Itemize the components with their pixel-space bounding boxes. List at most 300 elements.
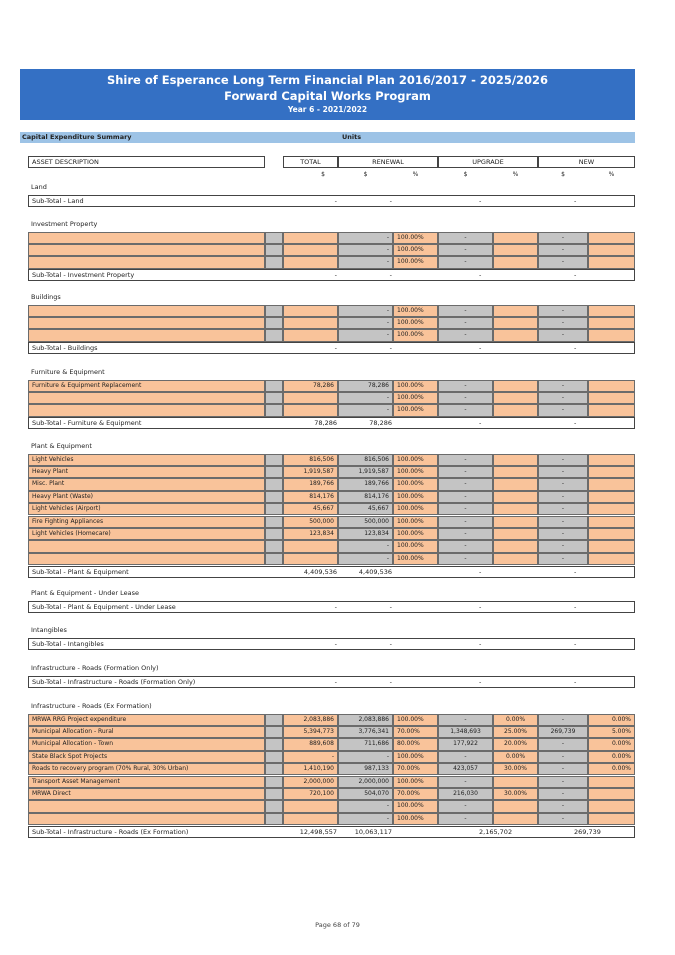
subtotal-new: - — [574, 567, 577, 576]
row-renewal[interactable]: 1,919,587 — [338, 466, 393, 478]
page-footer: Page 68 of 79 — [315, 921, 360, 929]
row-new-pct[interactable] — [588, 305, 635, 317]
row-new-pct[interactable] — [588, 788, 635, 800]
row-upgrade[interactable]: - — [438, 751, 493, 763]
row-renewal-pct[interactable]: 100.00% — [393, 392, 438, 404]
row-renewal[interactable]: - — [338, 317, 393, 329]
row-new[interactable]: - — [538, 714, 588, 726]
subtotal-new: - — [574, 639, 577, 648]
subtotal-total: - — [334, 271, 337, 280]
row-renewal-pct[interactable]: 100.00% — [393, 478, 438, 490]
row-description[interactable] — [28, 392, 265, 404]
row-description[interactable] — [28, 244, 265, 256]
row-description[interactable]: Light Vehicles (Homecare) — [28, 528, 265, 540]
row-total[interactable] — [283, 232, 338, 244]
title-banner — [20, 69, 635, 120]
row-renewal[interactable]: 987,133 — [338, 763, 393, 775]
summary-units: Units — [342, 133, 362, 141]
row-spacer[interactable] — [265, 454, 283, 466]
row-description[interactable] — [28, 800, 265, 812]
header-total: TOTAL — [283, 156, 338, 168]
subtotal-new: - — [574, 677, 577, 686]
row-spacer[interactable] — [265, 738, 283, 750]
row-renewal-pct[interactable]: 80.00% — [393, 738, 438, 750]
row-new[interactable]: - — [538, 329, 588, 341]
row-spacer[interactable] — [265, 491, 283, 503]
row-spacer[interactable] — [265, 329, 283, 341]
row-new-pct[interactable] — [588, 466, 635, 478]
row-renewal-pct[interactable]: 70.00% — [393, 763, 438, 775]
row-new-pct[interactable] — [588, 516, 635, 528]
row-new[interactable]: - — [538, 404, 588, 416]
summary-bar — [20, 132, 635, 143]
row-description[interactable]: Misc. Plant — [28, 478, 265, 490]
row-new[interactable]: - — [538, 553, 588, 565]
row-upgrade[interactable]: - — [438, 466, 493, 478]
row-spacer[interactable] — [265, 404, 283, 416]
row-new[interactable]: - — [538, 380, 588, 392]
row-description[interactable] — [28, 256, 265, 268]
row-new[interactable]: - — [538, 788, 588, 800]
row-new[interactable]: 269,739 — [538, 726, 588, 738]
row-renewal[interactable]: 816,506 — [338, 454, 393, 466]
row-new[interactable]: - — [538, 392, 588, 404]
row-renewal[interactable]: 123,834 — [338, 528, 393, 540]
row-spacer[interactable] — [265, 503, 283, 515]
subtotal-label: Sub-Total - Plant & Equipment - Under Lease — [32, 602, 176, 611]
subtotal-renewal: 4,409,536 — [358, 567, 392, 576]
row-new-pct[interactable]: 0.00% — [588, 763, 635, 775]
row-total[interactable] — [283, 800, 338, 812]
row-description[interactable] — [28, 305, 265, 317]
row-renewal-pct[interactable]: 100.00% — [393, 329, 438, 341]
row-upgrade-pct[interactable] — [493, 516, 538, 528]
row-spacer[interactable] — [265, 528, 283, 540]
row-description[interactable]: Roads to recovery program (70% Rural, 30% Urban) — [28, 763, 265, 775]
row-description[interactable]: Heavy Plant (Waste) — [28, 491, 265, 503]
row-renewal-pct[interactable]: 100.00% — [393, 813, 438, 825]
row-description[interactable]: Fire Fighting Appliances — [28, 516, 265, 528]
row-description[interactable]: Heavy Plant — [28, 466, 265, 478]
subtotal-total: - — [334, 196, 337, 205]
row-upgrade[interactable]: - — [438, 454, 493, 466]
row-renewal[interactable]: 814,176 — [338, 491, 393, 503]
subtotal-upgrade: - — [479, 602, 482, 611]
unit-renewal: $ — [363, 171, 368, 178]
row-upgrade[interactable]: - — [438, 714, 493, 726]
row-upgrade-pct[interactable]: 0.00% — [493, 714, 538, 726]
row-new-pct[interactable] — [588, 454, 635, 466]
row-upgrade[interactable]: - — [438, 503, 493, 515]
row-spacer[interactable] — [265, 751, 283, 763]
row-upgrade-pct[interactable] — [493, 491, 538, 503]
row-upgrade-pct[interactable] — [493, 776, 538, 788]
subtotal-new: - — [574, 271, 577, 280]
row-upgrade[interactable]: - — [438, 553, 493, 565]
row-renewal[interactable]: - — [338, 800, 393, 812]
row-renewal-pct[interactable]: 100.00% — [393, 714, 438, 726]
row-upgrade[interactable]: - — [438, 491, 493, 503]
row-new[interactable]: - — [538, 232, 588, 244]
unit-renewal-pct: % — [412, 171, 419, 178]
row-spacer[interactable] — [265, 232, 283, 244]
row-upgrade-pct[interactable] — [493, 478, 538, 490]
row-renewal[interactable]: - — [338, 329, 393, 341]
row-upgrade-pct[interactable] — [493, 800, 538, 812]
row-new-pct[interactable] — [588, 478, 635, 490]
section-title: Infrastructure - Roads (Formation Only) — [31, 664, 159, 672]
row-description[interactable] — [28, 553, 265, 565]
row-spacer[interactable] — [265, 244, 283, 256]
row-upgrade-pct[interactable] — [493, 305, 538, 317]
row-upgrade[interactable]: 216,030 — [438, 788, 493, 800]
row-upgrade-pct[interactable] — [493, 454, 538, 466]
subtotal-total: - — [334, 344, 337, 353]
subtotal-row — [28, 601, 635, 613]
row-upgrade[interactable]: - — [438, 329, 493, 341]
row-total[interactable]: 5,394,773 — [283, 726, 338, 738]
row-total[interactable]: 189,766 — [283, 478, 338, 490]
subtotal-label: Sub-Total - Investment Property — [32, 271, 135, 280]
row-upgrade-pct[interactable]: 0.00% — [493, 751, 538, 763]
row-spacer[interactable] — [265, 726, 283, 738]
section-title: Plant & Equipment - Under Lease — [31, 589, 139, 597]
row-spacer[interactable] — [265, 813, 283, 825]
subtotal-row — [28, 342, 635, 354]
row-renewal[interactable]: - — [338, 232, 393, 244]
row-new-pct[interactable]: 5.00% — [588, 726, 635, 738]
row-new[interactable]: - — [538, 776, 588, 788]
row-new-pct[interactable] — [588, 776, 635, 788]
row-total[interactable] — [283, 329, 338, 341]
row-new[interactable]: - — [538, 800, 588, 812]
section-title: Buildings — [31, 293, 61, 301]
subtotal-row — [28, 269, 635, 281]
row-upgrade[interactable]: 1,348,693 — [438, 726, 493, 738]
unit-upgrade: $ — [463, 171, 468, 178]
row-upgrade-pct[interactable] — [493, 244, 538, 256]
subtotal-label: Sub-Total - Land — [32, 196, 84, 205]
row-renewal[interactable]: 189,766 — [338, 478, 393, 490]
row-renewal[interactable]: - — [338, 751, 393, 763]
row-renewal-pct[interactable]: 100.00% — [393, 404, 438, 416]
section-title: Land — [31, 183, 47, 191]
row-total[interactable] — [283, 404, 338, 416]
row-renewal[interactable]: - — [338, 305, 393, 317]
row-upgrade-pct[interactable] — [493, 528, 538, 540]
row-renewal-pct[interactable]: 100.00% — [393, 466, 438, 478]
row-spacer[interactable] — [265, 305, 283, 317]
row-renewal-pct[interactable]: 100.00% — [393, 528, 438, 540]
subtotal-total: - — [334, 639, 337, 648]
row-spacer[interactable] — [265, 714, 283, 726]
row-new-pct[interactable]: 0.00% — [588, 738, 635, 750]
row-renewal[interactable]: - — [338, 404, 393, 416]
row-upgrade-pct[interactable] — [493, 392, 538, 404]
row-total[interactable]: 1,919,587 — [283, 466, 338, 478]
row-upgrade-pct[interactable]: 30.00% — [493, 763, 538, 775]
row-new-pct[interactable] — [588, 553, 635, 565]
row-total[interactable] — [283, 392, 338, 404]
row-renewal[interactable]: - — [338, 540, 393, 552]
row-upgrade[interactable]: - — [438, 380, 493, 392]
row-upgrade-pct[interactable] — [493, 466, 538, 478]
row-upgrade-pct[interactable]: 30.00% — [493, 788, 538, 800]
row-renewal[interactable]: 45,667 — [338, 503, 393, 515]
row-spacer[interactable] — [265, 478, 283, 490]
row-renewal[interactable]: 711,686 — [338, 738, 393, 750]
row-upgrade[interactable]: - — [438, 244, 493, 256]
row-total[interactable]: 500,000 — [283, 516, 338, 528]
subtotal-total: - — [334, 677, 337, 686]
row-new[interactable]: - — [538, 317, 588, 329]
subtotal-row — [28, 676, 635, 688]
row-total[interactable]: 78,286 — [283, 380, 338, 392]
row-new[interactable]: - — [538, 478, 588, 490]
row-new[interactable]: - — [538, 528, 588, 540]
subtotal-new: - — [574, 602, 577, 611]
subtotal-label: Sub-Total - Furniture & Equipment — [32, 419, 142, 428]
row-description[interactable]: Furniture & Equipment Replacement — [28, 380, 265, 392]
row-new[interactable]: - — [538, 738, 588, 750]
subtotal-renewal: - — [389, 271, 392, 280]
row-upgrade-pct[interactable] — [493, 232, 538, 244]
subtotal-renewal: - — [389, 344, 392, 353]
row-description[interactable]: MRWA Direct — [28, 788, 265, 800]
subtotal-renewal: - — [389, 602, 392, 611]
row-renewal[interactable]: 2,083,886 — [338, 714, 393, 726]
unit-total: $ — [321, 171, 325, 178]
row-renewal-pct[interactable]: 100.00% — [393, 317, 438, 329]
row-upgrade[interactable]: - — [438, 540, 493, 552]
unit-new: $ — [561, 171, 565, 178]
row-new-pct[interactable] — [588, 392, 635, 404]
row-new[interactable]: - — [538, 305, 588, 317]
row-upgrade-pct[interactable] — [493, 404, 538, 416]
row-upgrade-pct[interactable] — [493, 503, 538, 515]
header-asset: ASSET DESCRIPTION — [28, 156, 265, 168]
row-upgrade-pct[interactable] — [493, 553, 538, 565]
row-new-pct[interactable] — [588, 317, 635, 329]
row-total[interactable]: 720,100 — [283, 788, 338, 800]
row-renewal[interactable]: 2,000,000 — [338, 776, 393, 788]
row-new[interactable]: - — [538, 491, 588, 503]
row-new-pct[interactable] — [588, 528, 635, 540]
row-upgrade[interactable]: - — [438, 528, 493, 540]
summary-label: Capital Expenditure Summary — [22, 133, 132, 141]
row-renewal-pct[interactable]: 100.00% — [393, 751, 438, 763]
row-upgrade-pct[interactable] — [493, 317, 538, 329]
row-new[interactable]: - — [538, 256, 588, 268]
row-new[interactable]: - — [538, 503, 588, 515]
row-description[interactable]: Municipal Allocation - Rural — [28, 726, 265, 738]
subtotal-renewal: 78,286 — [369, 419, 392, 428]
row-new[interactable]: - — [538, 813, 588, 825]
row-upgrade[interactable]: 423,057 — [438, 763, 493, 775]
row-upgrade[interactable]: - — [438, 776, 493, 788]
subtotal-upgrade: - — [479, 677, 482, 686]
row-new[interactable]: - — [538, 540, 588, 552]
row-new-pct[interactable] — [588, 503, 635, 515]
row-renewal-pct[interactable]: 100.00% — [393, 454, 438, 466]
row-new-pct[interactable] — [588, 404, 635, 416]
row-new-pct[interactable]: 0.00% — [588, 714, 635, 726]
row-upgrade[interactable]: - — [438, 305, 493, 317]
row-upgrade[interactable]: - — [438, 404, 493, 416]
row-total[interactable] — [283, 813, 338, 825]
row-description[interactable] — [28, 540, 265, 552]
row-description[interactable] — [28, 232, 265, 244]
row-renewal-pct[interactable]: 70.00% — [393, 726, 438, 738]
row-new-pct[interactable] — [588, 380, 635, 392]
row-total[interactable]: 814,176 — [283, 491, 338, 503]
row-renewal[interactable]: - — [338, 553, 393, 565]
row-upgrade-pct[interactable] — [493, 813, 538, 825]
row-upgrade-pct[interactable] — [493, 380, 538, 392]
row-new-pct[interactable] — [588, 232, 635, 244]
row-upgrade-pct[interactable] — [493, 540, 538, 552]
subtotal-renewal: - — [389, 196, 392, 205]
row-spacer[interactable] — [265, 516, 283, 528]
row-renewal-pct[interactable]: 100.00% — [393, 256, 438, 268]
row-renewal[interactable]: 3,776,341 — [338, 726, 393, 738]
row-new[interactable]: - — [538, 466, 588, 478]
row-new-pct[interactable] — [588, 491, 635, 503]
row-upgrade[interactable]: - — [438, 478, 493, 490]
row-description[interactable] — [28, 813, 265, 825]
row-new-pct[interactable]: 0.00% — [588, 751, 635, 763]
row-new-pct[interactable] — [588, 244, 635, 256]
row-description[interactable] — [28, 317, 265, 329]
row-total[interactable] — [283, 256, 338, 268]
row-new[interactable]: - — [538, 516, 588, 528]
subtotal-renewal: - — [389, 677, 392, 686]
row-new[interactable]: - — [538, 244, 588, 256]
row-new-pct[interactable] — [588, 800, 635, 812]
row-renewal-pct[interactable]: 100.00% — [393, 232, 438, 244]
row-total[interactable]: 2,000,000 — [283, 776, 338, 788]
row-total[interactable]: 816,506 — [283, 454, 338, 466]
row-spacer[interactable] — [265, 788, 283, 800]
subtotal-renewal: 10,063,117 — [354, 827, 392, 836]
row-new[interactable]: - — [538, 763, 588, 775]
row-upgrade[interactable]: - — [438, 256, 493, 268]
row-spacer[interactable] — [265, 392, 283, 404]
row-renewal[interactable]: - — [338, 392, 393, 404]
subtotal-row — [28, 417, 635, 429]
row-renewal-pct[interactable]: 100.00% — [393, 553, 438, 565]
row-upgrade-pct[interactable]: 20.00% — [493, 738, 538, 750]
title-line-2: Forward Capital Works Program — [224, 89, 431, 103]
row-renewal[interactable]: - — [338, 244, 393, 256]
row-new[interactable]: - — [538, 751, 588, 763]
row-spacer[interactable] — [265, 540, 283, 552]
row-renewal[interactable]: 78,286 — [338, 380, 393, 392]
row-spacer[interactable] — [265, 256, 283, 268]
row-upgrade[interactable]: 177,922 — [438, 738, 493, 750]
row-renewal-pct[interactable]: 100.00% — [393, 800, 438, 812]
row-renewal[interactable]: - — [338, 256, 393, 268]
subtotal-new: - — [574, 344, 577, 353]
row-total[interactable]: - — [283, 751, 338, 763]
row-total[interactable]: 2,083,886 — [283, 714, 338, 726]
row-total[interactable]: 45,667 — [283, 503, 338, 515]
row-upgrade[interactable]: - — [438, 813, 493, 825]
title-line-1: Shire of Esperance Long Term Financial Plan 2016/2017 - 2025/2026 — [106, 73, 549, 87]
row-spacer[interactable] — [265, 776, 283, 788]
row-description[interactable] — [28, 404, 265, 416]
row-upgrade[interactable]: - — [438, 516, 493, 528]
row-renewal[interactable]: - — [338, 813, 393, 825]
row-description[interactable]: Transport Asset Management — [28, 776, 265, 788]
row-new-pct[interactable] — [588, 813, 635, 825]
row-total[interactable] — [283, 540, 338, 552]
row-total[interactable] — [283, 317, 338, 329]
row-spacer[interactable] — [265, 466, 283, 478]
row-renewal[interactable]: 500,000 — [338, 516, 393, 528]
subtotal-renewal: - — [389, 639, 392, 648]
row-new-pct[interactable] — [588, 329, 635, 341]
row-renewal-pct[interactable]: 100.00% — [393, 244, 438, 256]
row-upgrade[interactable]: - — [438, 392, 493, 404]
row-renewal-pct[interactable]: 100.00% — [393, 516, 438, 528]
row-description[interactable]: MRWA RRG Project expenditure — [28, 714, 265, 726]
row-new-pct[interactable] — [588, 540, 635, 552]
subtotal-upgrade: - — [479, 344, 482, 353]
row-new-pct[interactable] — [588, 256, 635, 268]
row-upgrade-pct[interactable] — [493, 256, 538, 268]
section-title: Furniture & Equipment — [31, 368, 105, 376]
row-upgrade-pct[interactable] — [493, 329, 538, 341]
row-upgrade[interactable]: - — [438, 317, 493, 329]
row-upgrade[interactable]: - — [438, 232, 493, 244]
title-line-3: Year 6 - 2021/2022 — [287, 105, 368, 114]
row-upgrade[interactable]: - — [438, 800, 493, 812]
subtotal-label: Sub-Total - Infrastructure - Roads (Ex Formation) — [32, 827, 189, 836]
header-upgrade: UPGRADE — [438, 156, 538, 168]
subtotal-label: Sub-Total - Buildings — [32, 344, 98, 353]
row-renewal[interactable]: 504,070 — [338, 788, 393, 800]
row-total[interactable]: 889,608 — [283, 738, 338, 750]
row-description[interactable]: State Black Spot Projects — [28, 751, 265, 763]
row-spacer[interactable] — [265, 317, 283, 329]
row-total[interactable] — [283, 244, 338, 256]
row-total[interactable] — [283, 553, 338, 565]
row-description[interactable]: Light Vehicles (Airport) — [28, 503, 265, 515]
row-spacer[interactable] — [265, 763, 283, 775]
row-total[interactable] — [283, 305, 338, 317]
row-renewal-pct[interactable]: 100.00% — [393, 503, 438, 515]
row-spacer[interactable] — [265, 553, 283, 565]
header-new: NEW — [538, 156, 635, 168]
row-renewal-pct[interactable]: 100.00% — [393, 776, 438, 788]
row-description[interactable]: Municipal Allocation - Town — [28, 738, 265, 750]
row-new[interactable]: - — [538, 454, 588, 466]
row-description[interactable] — [28, 329, 265, 341]
row-renewal-pct[interactable]: 100.00% — [393, 305, 438, 317]
row-description[interactable]: Light Vehicles — [28, 454, 265, 466]
row-renewal-pct[interactable]: 100.00% — [393, 491, 438, 503]
row-spacer[interactable] — [265, 800, 283, 812]
subtotal-row — [28, 826, 635, 838]
row-upgrade-pct[interactable]: 25.00% — [493, 726, 538, 738]
row-renewal-pct[interactable]: 100.00% — [393, 540, 438, 552]
row-total[interactable]: 123,834 — [283, 528, 338, 540]
row-renewal-pct[interactable]: 70.00% — [393, 788, 438, 800]
row-total[interactable]: 1,410,190 — [283, 763, 338, 775]
row-spacer[interactable] — [265, 380, 283, 392]
row-renewal-pct[interactable]: 100.00% — [393, 380, 438, 392]
